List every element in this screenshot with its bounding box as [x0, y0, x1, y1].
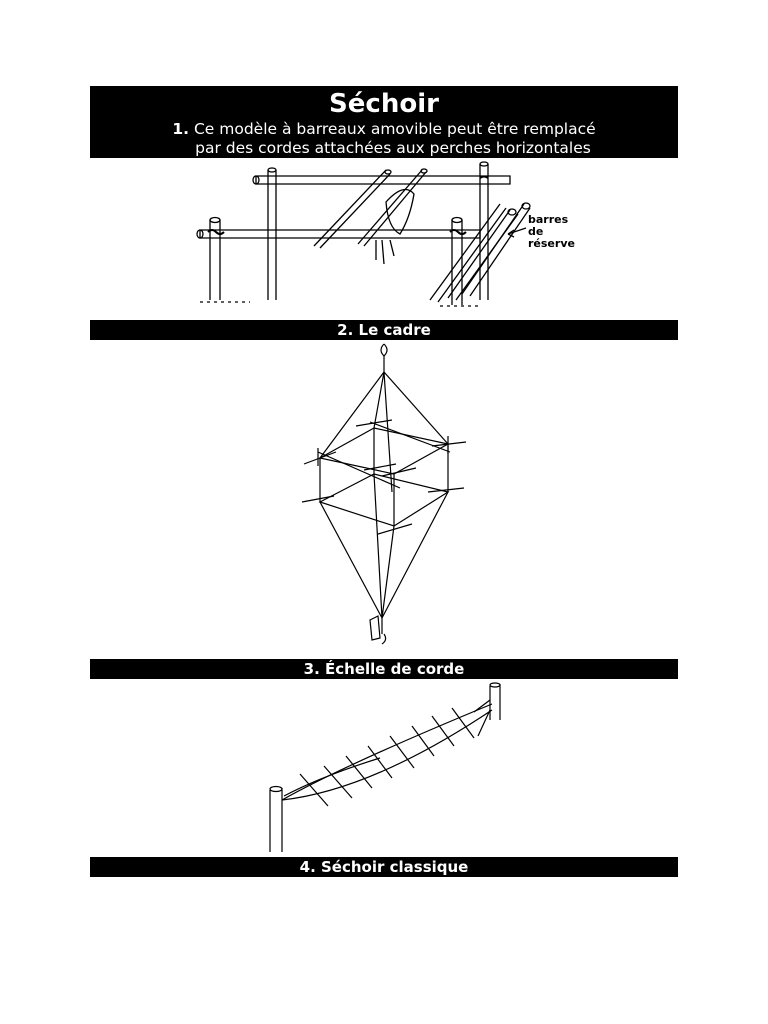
header-banner: [90, 86, 678, 158]
intro-line-1: [90, 120, 678, 139]
reserve-label-line-1: barres: [528, 213, 569, 226]
caption-le-cadre: 2. Le cadre: [90, 320, 678, 340]
intro-number: 1.: [172, 120, 190, 138]
ladder-illustration: [262, 680, 508, 856]
caption-echelle-de-corde: 3. Échelle de corde: [90, 659, 678, 679]
reserve-label-line-3: réserve: [528, 237, 575, 250]
reserve-bars-label: [528, 214, 575, 250]
reserve-label-line-2: de: [528, 225, 544, 238]
intro-line-2: par des cordes attachées aux perches horizontales: [195, 139, 591, 157]
caption-sechoir-classique: 4. Séchoir classique: [90, 857, 678, 877]
page-title: Séchoir: [329, 89, 439, 119]
rack-illustration: [190, 160, 580, 318]
frame-drawing: [300, 342, 468, 658]
rack-drawing: [190, 160, 580, 318]
intro-text-1: Ce modèle à barreaux amovible peut être remplacé: [193, 120, 596, 138]
ladder-drawing: [262, 680, 508, 856]
frame-illustration: [300, 342, 468, 658]
